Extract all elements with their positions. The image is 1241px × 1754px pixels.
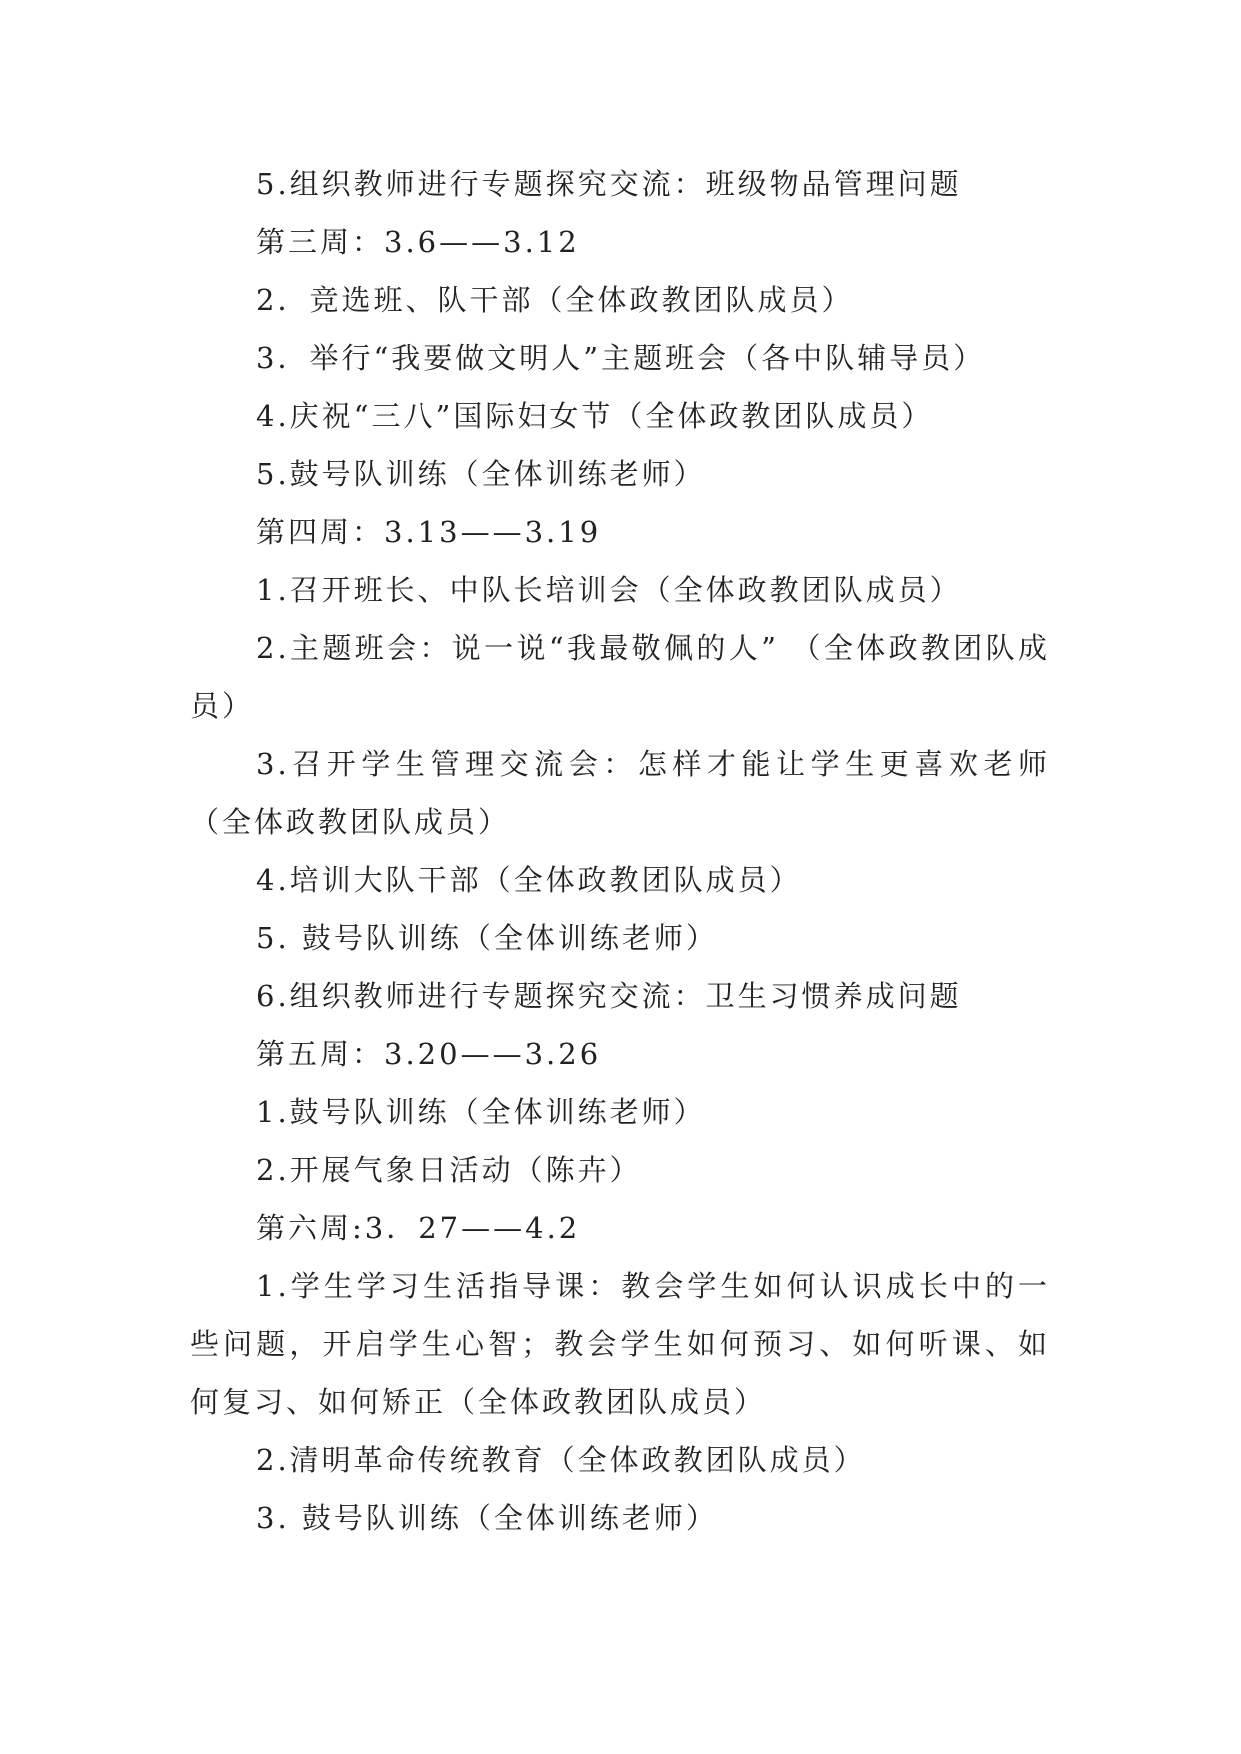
plan-item: 2.清明革命传统教育（全体政教团队成员）	[256, 1443, 866, 1477]
plan-item: 4.培训大队干部（全体政教团队成员）	[256, 863, 802, 897]
document-body	[190, 155, 1050, 1547]
week-heading: 第三周：3.6——3.12	[256, 225, 580, 259]
plan-item: 1.鼓号队训练（全体训练老师）	[256, 1095, 706, 1129]
week-heading: 第五周：3.20——3.26	[256, 1037, 602, 1071]
plan-item: 6.组织教师进行专题探究交流：卫生习惯养成问题	[256, 979, 962, 1013]
plan-item: 2.开展气象日活动（陈卉）	[256, 1153, 642, 1187]
plan-item: 3.召开学生管理交流会：怎样才能让学生更喜欢老师（全体政教团队成员）	[190, 747, 1050, 839]
plan-item: 2.主题班会：说一说“我最敬佩的人” （全体政教团队成员）	[190, 631, 1050, 723]
plan-item: 2．竞选班、队干部（全体政教团队成员）	[256, 283, 854, 317]
plan-item: 1.学生学习生活指导课：教会学生如何认识成长中的一些问题，开启学生心智；教会学生如何预习、如何听课、如何复习、如何矫正（全体政教团队成员）	[190, 1269, 1050, 1419]
week-heading: 第六周:3．27——4.2	[256, 1211, 581, 1245]
plan-item: 3．举行“我要做文明人”主题班会（各中队辅导员）	[256, 341, 986, 375]
plan-item: 5. 鼓号队训练（全体训练老师）	[256, 921, 718, 955]
plan-item: 5.组织教师进行专题探究交流：班级物品管理问题	[256, 167, 962, 201]
plan-item: 4.庆祝“三八”国际妇女节（全体政教团队成员）	[256, 399, 934, 433]
plan-item: 3. 鼓号队训练（全体训练老师）	[256, 1501, 718, 1535]
plan-item: 1.召开班长、中队长培训会（全体政教团队成员）	[256, 573, 962, 607]
week-heading: 第四周：3.13——3.19	[256, 515, 602, 549]
plan-item: 5.鼓号队训练（全体训练老师）	[256, 457, 706, 491]
